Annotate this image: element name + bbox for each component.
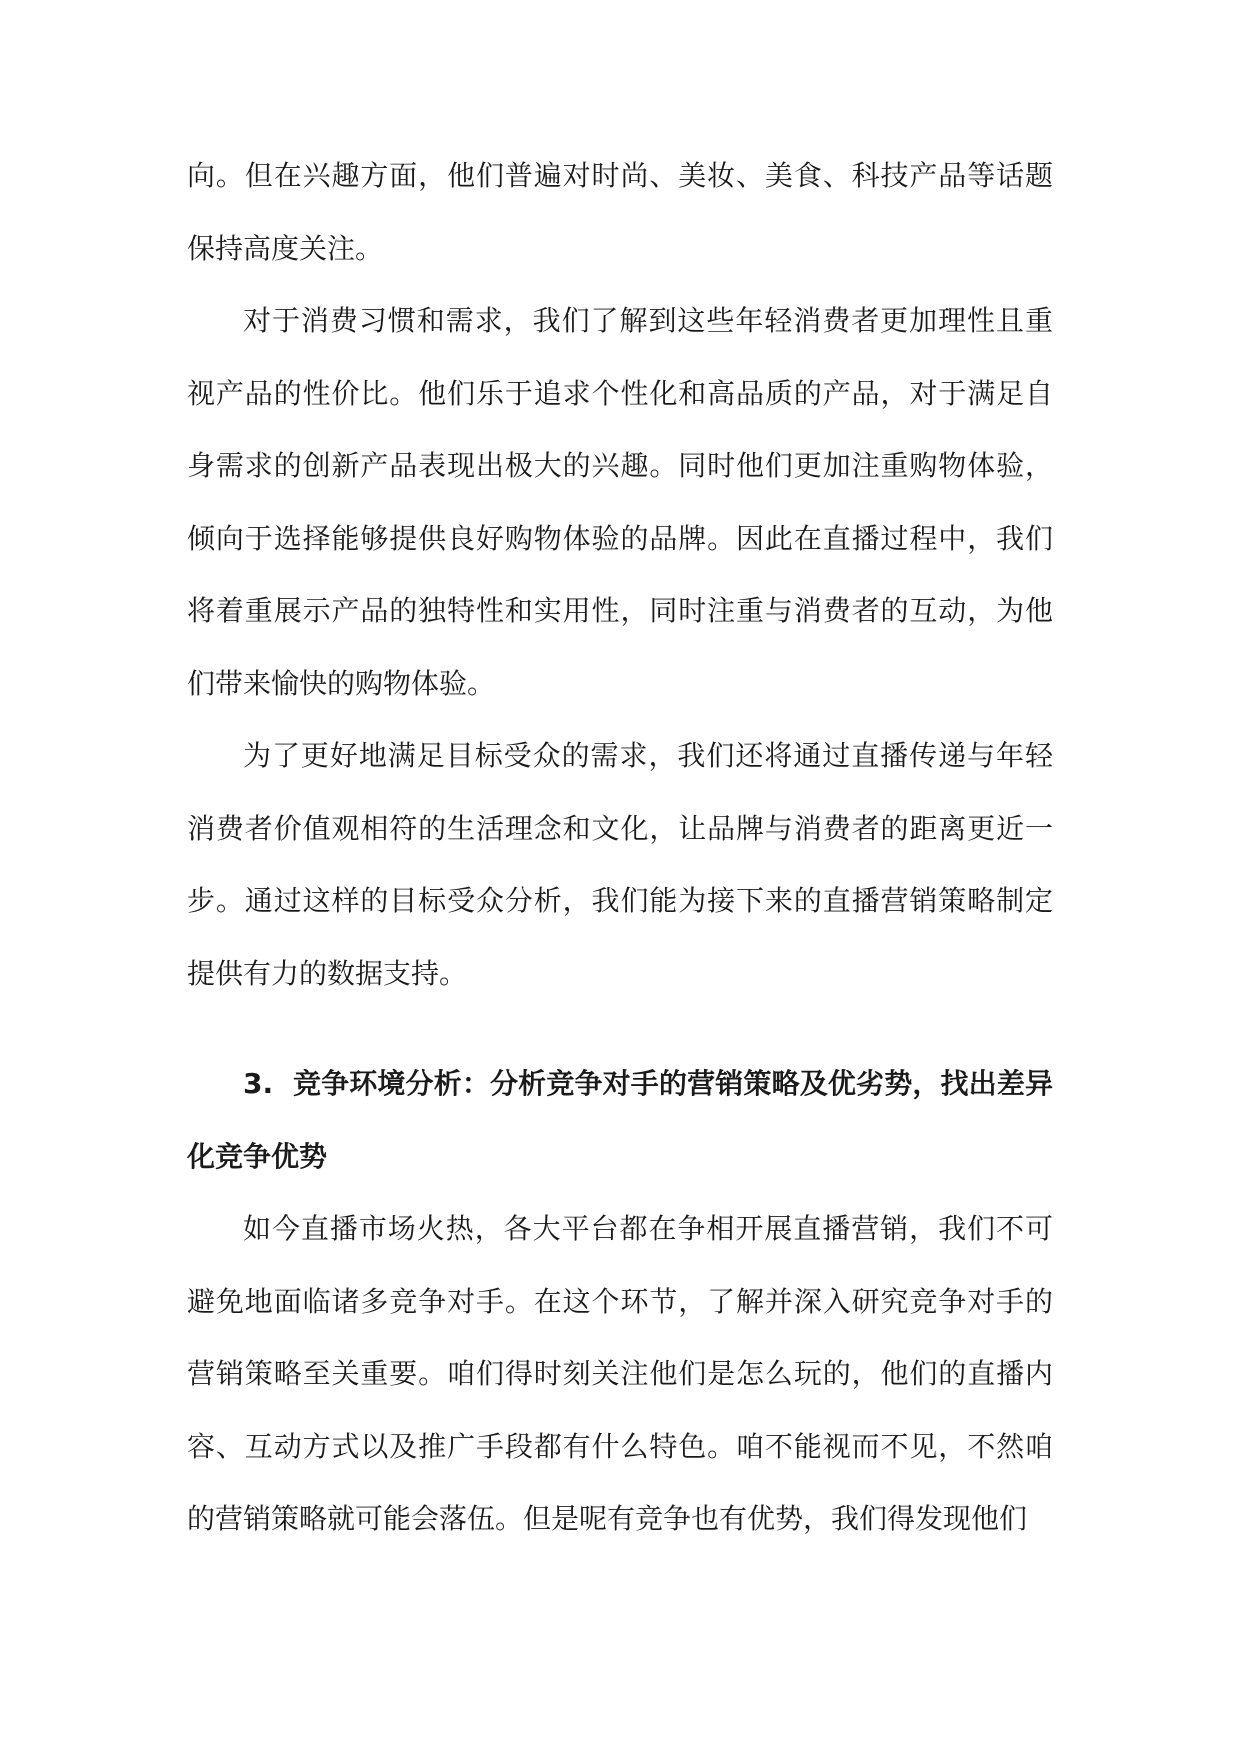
section-heading	[187, 1048, 1053, 1193]
paragraph-consumer-habits: 对于消费习惯和需求，我们了解到这些年轻消费者更加理性且重视产品的性价比。他们乐于追求个性化和高品质的产品，对于满足自身需求的创新产品表现出极大的兴趣。同时他们更加注重购物体验，倾向于选择能够提供良好购物体验的品牌。因此在直播过程中，我们将着重展示产品的独特性和实用性，同时注重与消费者的互动，为他们带来愉快的购物体验。	[187, 304, 1053, 700]
section-heading-number: 3.	[243, 1067, 274, 1100]
paragraph-competition: 如今直播市场火热，各大平台都在争相开展直播营销，我们不可避免地面临诸多竞争对手。在这个环节，了解并深入研究竞争对手的营销策略至关重要。咱们得时刻关注他们是怎么玩的，他们的直播内容、互动方式以及推广手段都有什么特色。咱不能视而不见，不然咱的营销策略就可能会落伍。但是呢有竞争也有优势，我们得发现他们	[187, 1212, 1053, 1535]
paragraph-continuation: 向。但在兴趣方面，他们普遍对时尚、美妆、美食、科技产品等话题保持高度关注。	[187, 159, 1053, 265]
document-body	[187, 140, 1053, 1556]
section-heading-text: 竞争环境分析：分析竞争对手的营销策略及优劣势，找出差异化竞争优势	[187, 1067, 1053, 1173]
paragraph-audience-needs: 为了更好地满足目标受众的需求，我们还将通过直播传递与年轻消费者价值观相符的生活理念和文化，让品牌与消费者的距离更近一步。通过这样的目标受众分析，我们能为接下来的直播营销策略制定提供有力的数据支持。	[187, 739, 1053, 990]
